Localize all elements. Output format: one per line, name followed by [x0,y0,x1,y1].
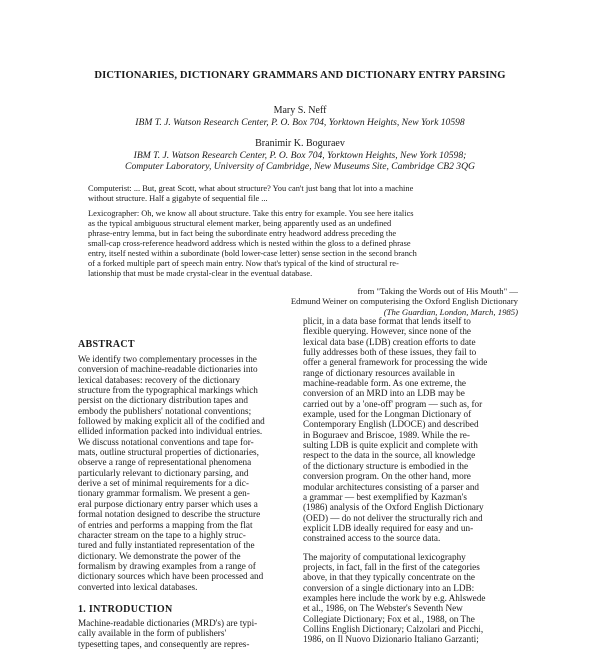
epigraph-source-line: Edmund Weiner on computerising the Oxford English Dictionary [290,296,518,307]
epigraph-line: Lexicographer: Oh, we know all about structure. Take this entry for example. You see here italics [88,209,414,218]
abstract-body [78,354,290,592]
abstract-line: particularly relevant to dictionary parsing, and [78,467,249,478]
body-line: above, in that they typically concentrate on the [303,572,475,583]
introduction-line: typesetting tapes, and consequently are repres- [78,638,250,649]
body-line: Collins English Dictionary; Calzolari and Picchi, [303,623,484,634]
abstract-line: of entries and performs a mapping from the flat [78,519,253,530]
abstract-line: persist on the dictionary distribution tapes and [78,395,248,406]
abstract-line: eral purpose dictionary entry parser which uses a [78,498,258,509]
body-line: 1986, on Il Nuovo Dizionario Italiano Garzanti; [303,634,479,645]
body-line: range of dictionary resources available in [303,367,455,378]
introduction-body [78,618,290,649]
body-line: conversion of a single dictionary into an LDB: [303,582,475,593]
abstract-line: structure from the typographical markings which [78,385,258,396]
abstract-line: observe a range of representational phenomena [78,457,252,468]
abstract-line: ellided information packed into individual entries. [78,426,263,437]
right-column [303,316,531,645]
epigraph-line: as the typical ambiguous structural element marker, being apparently used as an undefined [88,219,392,228]
body-line: example, used for the Longman Dictionary of [303,409,472,420]
body-line: conversion of an MRD into an LDB may be [303,388,465,399]
author-name-2: Branimir K. Boguraev [255,138,345,149]
epigraph [88,184,512,279]
author-name-1: Mary S. Neff [273,105,327,116]
body-line: projects, in fact, fall in the first of the categories [303,561,480,572]
author-affiliation-2b: Computer Laboratory, University of Cambridge, New Museums Site, Cambridge CB2 3QG [125,161,475,172]
right-paragraph-2 [303,552,531,645]
body-line: Collegiate Dictionary; Fox et al., 1988, on The [303,613,475,624]
epigraph-line: small-cap cross-reference headword address which is nested within the gloss to a defined phrase [88,239,411,248]
abstract-line: mats, outline structural properties of dictionaries, [78,447,259,458]
abstract-line: embody the publishers' notational conventions; [78,405,252,416]
epigraph-line: phrase-entry lemma, but in fact being the subordinate entry headword address preceding the [88,229,397,238]
abstract-line: We identify two complementary processes in the [78,354,257,364]
body-line: explicit LDB ideally required for easy and un- [303,522,474,533]
abstract-line: character stream on the tape to a highly struc- [78,529,246,540]
abstract-line: dictionary sources which have been processed and [78,571,264,582]
abstract-heading: ABSTRACT [78,339,135,350]
body-line: conversion program. On the other hand, more [303,471,471,482]
epigraph-source-line: (The Guardian, London, March, 1985) [383,306,518,317]
abstract-line: We discuss notational conventions and tape for- [78,436,254,447]
body-line: of the dictionary structure is embodied in the [303,460,469,471]
body-line: sulting LDB is quite explicit and complete with [303,440,478,451]
author-affiliation-1: IBM T. J. Watson Research Center, P. O. Box 704, Yorktown Heights, New York 10598 [135,117,465,128]
body-line: in Boguraev and Briscoe, 1989. While the re- [303,429,470,440]
author-affiliation-2a: IBM T. J. Watson Research Center, P. O. Box 704, Yorktown Heights, New York 10598; [133,150,467,161]
body-line: respect to the data in the source, all knowledge [303,450,476,461]
body-line: (OED) — do not deliver the structurally rich and [303,512,483,523]
epigraph-line: Computerist: ... But, great Scott, what about structure? You can't just bang that lot into a machine [88,184,414,193]
right-paragraph-1 [303,316,531,544]
epigraph-line: without structure. Half a gigabyte of sequential file ... [88,194,268,203]
abstract-line: lexical databases: recovery of the dictionary [78,374,240,385]
abstract-line: conversion of machine-readable dictionaries into [78,364,258,375]
abstract-line: tionary grammar formalism. We present a gen- [78,488,250,499]
abstract-line: dictionary. We demonstrate the power of the [78,550,241,561]
abstract-line: derive a set of minimal requirements for a dic- [78,478,249,489]
body-line: lexical data base (LDB) creation efforts to date [303,336,476,347]
epigraph-source-line: from "Taking the Words out of His Mouth" — [357,286,518,296]
epigraph-source [291,286,518,317]
introduction-line: Machine-readable dictionaries (MRD's) are typi- [78,617,258,628]
paper-title: DICTIONARIES, DICTIONARY GRAMMARS AND DICTIONARY ENTRY PARSING [94,70,506,81]
body-line: plicit, in a data base format that lends itself to [303,316,471,326]
body-line: offer a general framework for processing the wide [303,357,488,368]
introduction-heading: 1. INTRODUCTION [78,603,173,615]
body-line: carried out by a 'one-off' program — such as, for [303,398,483,409]
body-line: The majority of computational lexicography [303,551,466,562]
abstract-line: tured and fully instantiated representation of the [78,540,255,551]
abstract-line: formal notation designed to describe the structure [78,509,261,520]
body-line: examples here include the work by e.g. Ahlswede [303,592,486,603]
body-line: (1986) analysis of the Oxford English Dictionary [303,502,484,513]
epigraph-line: lationship that must be made crystal-clear in the eventual database. [88,269,313,278]
body-line: Contemporary English (LDOCE) and described [303,419,479,430]
epigraph-line: entry, itself nested within a subordinate (bold lower-case letter) sense section in the second branch [88,249,417,258]
body-line: et al., 1986, on The Webster's Seventh New [303,603,463,614]
introduction-line: cally available in the form of publishers' [78,628,227,639]
abstract-line: followed by making explicit all of the codified and [78,416,265,427]
body-line: flexible querying. However, since none of the [303,326,472,337]
body-line: machine-readable form. As one extreme, the [303,378,467,389]
left-column [78,339,290,649]
body-line: a grammar — best exemplified by Kazman's [303,491,467,502]
body-line: constrained access to the source data. [303,533,441,544]
abstract-line: formalism by drawing examples from a range of [78,560,256,571]
body-line: modular architectures consisting of a parser and [303,481,480,492]
abstract-line: converted into lexical databases. [78,581,198,592]
epigraph-line: of a forked multiple part of speech main entry. Now that's typical of the kind of structural re- [88,259,399,268]
body-line: fully addresses both of these issues, they fail to [303,347,477,358]
